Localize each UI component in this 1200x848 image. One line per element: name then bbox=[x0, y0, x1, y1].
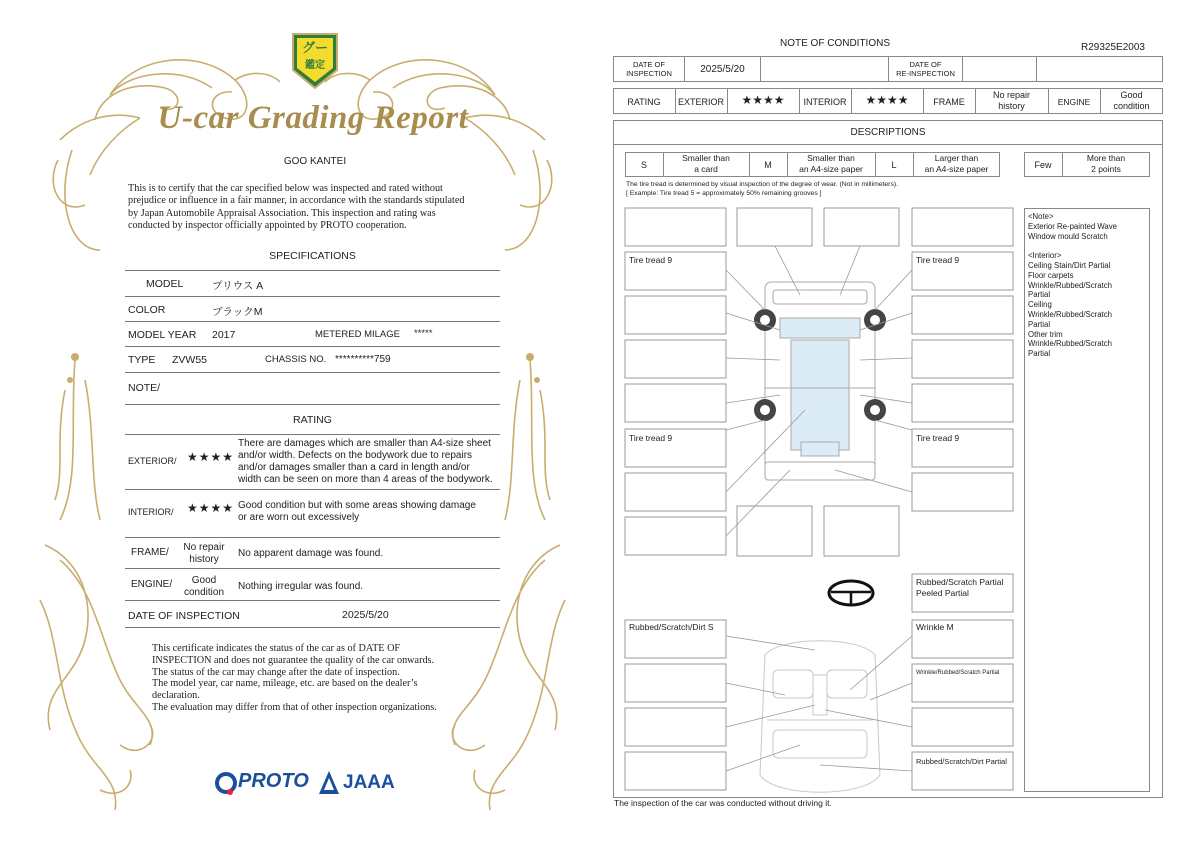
footer-line: The status of the car may change after the date of inspection. bbox=[152, 666, 400, 678]
rating-label: RATING bbox=[627, 97, 661, 107]
frame-value-line: history bbox=[189, 554, 219, 565]
reference-number: R29325E2003 bbox=[1081, 42, 1145, 53]
model-value: プリウス A bbox=[212, 280, 264, 292]
milage-label: METERED MILAGE bbox=[315, 329, 400, 340]
car-damage-diagram bbox=[605, 200, 1025, 800]
legend-s: S bbox=[640, 160, 647, 170]
legend-l-desc bbox=[913, 153, 1000, 175]
frame-value-line: history bbox=[998, 101, 1025, 111]
note-line: Ceiling bbox=[1028, 300, 1052, 310]
conditions-heading: NOTE OF CONDITIONS bbox=[780, 38, 890, 49]
specs-heading: SPECIFICATIONS bbox=[269, 250, 356, 262]
steering-wheel-icon bbox=[829, 581, 873, 605]
frame-value-line: No repair bbox=[992, 90, 1030, 100]
doi-label-line: INSPECTION bbox=[626, 69, 672, 78]
tire-rr-note: Tire tread 9 bbox=[916, 433, 960, 443]
frame-description: No apparent damage was found. bbox=[238, 548, 384, 559]
intro-line: by Japan Automobile Appraisal Association. This inspection and rating was bbox=[128, 207, 436, 219]
note-line: Exterior Re-painted Wave bbox=[1028, 221, 1117, 231]
legend-s-desc bbox=[663, 153, 749, 175]
tire-note-line: [ Example: Tire tread 5 = approximately 50% remaining grooves ] bbox=[626, 190, 822, 197]
legend-line: an A4-size paper bbox=[924, 164, 989, 174]
divider bbox=[125, 372, 500, 373]
note-line: Wrinkle/Rubbed/Scratch bbox=[1028, 280, 1112, 290]
intro-line: conducted by inspector officially appointed by PROTO cooperation. bbox=[128, 220, 407, 232]
badge-text-bottom: 鑑定 bbox=[305, 60, 325, 71]
note-line bbox=[1028, 241, 1146, 251]
interior-description bbox=[238, 500, 500, 524]
jaaa-logo-text: JAAA bbox=[343, 772, 395, 793]
divider bbox=[125, 404, 500, 405]
footer-line: INSPECTION and does not guarantee the quality of the car onwards. bbox=[152, 654, 435, 666]
divider bbox=[125, 537, 500, 538]
engine-label: ENGINE/ bbox=[131, 579, 173, 590]
proto-logo-icon bbox=[212, 770, 240, 798]
legend-m: M bbox=[764, 160, 772, 170]
frame-value-line: No repair bbox=[183, 542, 225, 553]
engine-value-line: condition bbox=[1113, 101, 1150, 111]
exterior-desc-line: There are damages which are smaller than A4-size sheet bbox=[238, 438, 491, 449]
rating-heading: RATING bbox=[293, 414, 332, 426]
dor-label-line: DATE OF bbox=[909, 60, 942, 69]
milage-value: ***** bbox=[414, 328, 433, 339]
footer-line: declaration. bbox=[152, 690, 200, 702]
badge-text-top: グー bbox=[301, 40, 328, 55]
legend-line: 2 points bbox=[1091, 164, 1121, 174]
car-top-view bbox=[765, 282, 875, 480]
model-label: MODEL bbox=[146, 278, 184, 290]
engine-label: ENGINE bbox=[1057, 97, 1091, 107]
note-line: Other trim bbox=[1028, 329, 1063, 339]
divider bbox=[125, 434, 500, 435]
interior-label: INTERIOR bbox=[803, 97, 847, 107]
note-line: Wrinkle/Rubbed/Scratch bbox=[1028, 339, 1112, 349]
engine-value-line: condition bbox=[183, 587, 225, 598]
steering-note-line: Peeled Partial bbox=[916, 588, 969, 598]
steering-note bbox=[916, 577, 1003, 599]
engine-value-line: Good bbox=[191, 575, 217, 586]
interior-rb-note: Rubbed/Scratch/Dirt Partial bbox=[916, 757, 1007, 766]
divider bbox=[125, 346, 500, 347]
legend-few: Few bbox=[1034, 160, 1052, 170]
divider bbox=[125, 568, 500, 569]
tire-tread-note bbox=[626, 180, 898, 198]
divider bbox=[125, 627, 500, 628]
descriptions-heading: DESCRIPTIONS bbox=[850, 127, 926, 138]
exterior-stars: ★★★★ bbox=[741, 93, 785, 107]
legend-line: Larger than bbox=[934, 153, 979, 163]
steering-note-line: Rubbed/Scratch Partial bbox=[916, 577, 1004, 587]
intro-line: This is to certify that the car specified below was inspected and rated without bbox=[128, 183, 443, 194]
note-line: Window mould Scratch bbox=[1028, 231, 1108, 241]
exterior-label: EXTERIOR bbox=[677, 97, 724, 107]
note-line: Ceiling Stain/Dirt Partial bbox=[1028, 260, 1111, 270]
date-of-inspection-label: DATE OF INSPECTION bbox=[128, 610, 240, 622]
legend-line: a card bbox=[694, 164, 718, 174]
interior-stars: ★★★★ bbox=[187, 501, 235, 515]
dor-label bbox=[889, 60, 962, 78]
frame-label: FRAME/ bbox=[131, 547, 169, 558]
exterior-label: EXTERIOR/ bbox=[128, 456, 177, 466]
exterior-desc-line: and/or width. Defects on the bodywork due to repairs bbox=[238, 450, 473, 461]
divider bbox=[125, 489, 500, 490]
legend-few-desc bbox=[1062, 153, 1150, 175]
intro-paragraph bbox=[128, 183, 508, 233]
frame-value bbox=[175, 542, 233, 566]
engine-description: Nothing irregular was found. bbox=[238, 581, 364, 592]
type-value: ZVW55 bbox=[172, 354, 208, 366]
color-value: ブラックM bbox=[212, 306, 263, 318]
tire-lr-note: Tire tread 9 bbox=[629, 433, 673, 443]
chassis-label: CHASSIS NO. bbox=[265, 354, 327, 365]
note-line: Floor carpets bbox=[1028, 270, 1074, 280]
dor-label-line: RE-INSPECTION bbox=[896, 69, 955, 78]
footer-line: This certificate indicates the status of the car as of DATE OF bbox=[152, 643, 401, 654]
exterior-desc-line: and/or damages smaller than a card in length and/or bbox=[238, 462, 470, 473]
legend-m-desc bbox=[787, 153, 875, 175]
interior-label: INTERIOR/ bbox=[128, 507, 174, 517]
interior-desc-line: Good condition but with some areas showing damage bbox=[238, 500, 476, 511]
certificate-title: U-car Grading Report bbox=[157, 100, 469, 136]
engine-value bbox=[1100, 90, 1163, 112]
chassis-value: **********759 bbox=[335, 354, 391, 365]
tire-rf-note: Tire tread 9 bbox=[916, 255, 960, 265]
tire-note-line: The tire tread is determined by visual inspection of the degree of wear. (Not in millimeters). bbox=[626, 181, 898, 188]
interior-desc-line: or are worn out excessively bbox=[238, 512, 360, 523]
conditions-footer: The inspection of the car was conducted without driving it. bbox=[614, 798, 832, 808]
note-line: Partial bbox=[1028, 290, 1051, 300]
jaaa-logo-icon bbox=[318, 770, 340, 796]
car-interior-view bbox=[760, 641, 880, 793]
interior-stars: ★★★★ bbox=[865, 93, 909, 107]
exterior-desc-line: width can be seen on more than 4 areas of the bodywork. bbox=[238, 474, 493, 485]
model-year-value: 2017 bbox=[212, 329, 236, 341]
footer-line: The model year, car name, mileage, etc. are based on the dealer’s bbox=[152, 678, 418, 690]
note-label: NOTE/ bbox=[128, 382, 161, 394]
type-label: TYPE bbox=[128, 354, 156, 366]
interior-lt-note: Rubbed/Scratch/Dirt S bbox=[629, 622, 714, 632]
engine-value bbox=[175, 575, 233, 599]
frame-label: FRAME bbox=[933, 97, 965, 107]
tire-lf-note: Tire tread 9 bbox=[629, 255, 673, 265]
legend-line: More than bbox=[1086, 153, 1126, 163]
proto-logo-text: PROTO bbox=[238, 770, 309, 792]
color-label: COLOR bbox=[128, 304, 166, 316]
engine-value-line: Good bbox=[1120, 90, 1143, 100]
note-line: <Interior> bbox=[1028, 251, 1062, 261]
footer-line: The evaluation may differ from that of other inspection organizations. bbox=[152, 701, 437, 713]
certificate-footer bbox=[152, 643, 492, 714]
notes-column bbox=[1024, 208, 1150, 792]
doi-value: 2025/5/20 bbox=[700, 64, 745, 75]
legend-l: L bbox=[891, 160, 897, 170]
legend-line: an A4-size paper bbox=[799, 164, 863, 174]
note-line: Partial bbox=[1028, 349, 1051, 359]
intro-line: prejudice or influence in a fair manner, in accordance with the standards stipulated bbox=[128, 195, 465, 207]
frame-value bbox=[975, 90, 1048, 112]
model-year-label: MODEL YEAR bbox=[128, 329, 197, 341]
doi-label-line: DATE OF bbox=[633, 60, 665, 69]
divider bbox=[125, 270, 500, 271]
interior-rm-note: Wrinkle/Rubbed/Scratch Partial bbox=[916, 670, 1000, 676]
legend-line: Smaller than bbox=[807, 153, 855, 163]
exterior-stars: ★★★★ bbox=[187, 450, 235, 464]
certificate-subtitle: GOO KANTEI bbox=[283, 156, 347, 167]
divider bbox=[125, 321, 500, 322]
exterior-description bbox=[238, 438, 500, 486]
note-of-conditions bbox=[605, 0, 1200, 848]
divider bbox=[125, 296, 500, 297]
note-line: <Note> bbox=[1028, 212, 1054, 221]
legend-line: Smaller than bbox=[682, 153, 730, 163]
note-line: Partial bbox=[1028, 319, 1051, 329]
date-of-inspection-value: 2025/5/20 bbox=[342, 609, 389, 621]
interior-rt-note: Wrinkle M bbox=[916, 622, 954, 632]
note-line: Wrinkle/Rubbed/Scratch bbox=[1028, 309, 1112, 319]
divider bbox=[125, 600, 500, 601]
doi-label bbox=[613, 60, 685, 78]
